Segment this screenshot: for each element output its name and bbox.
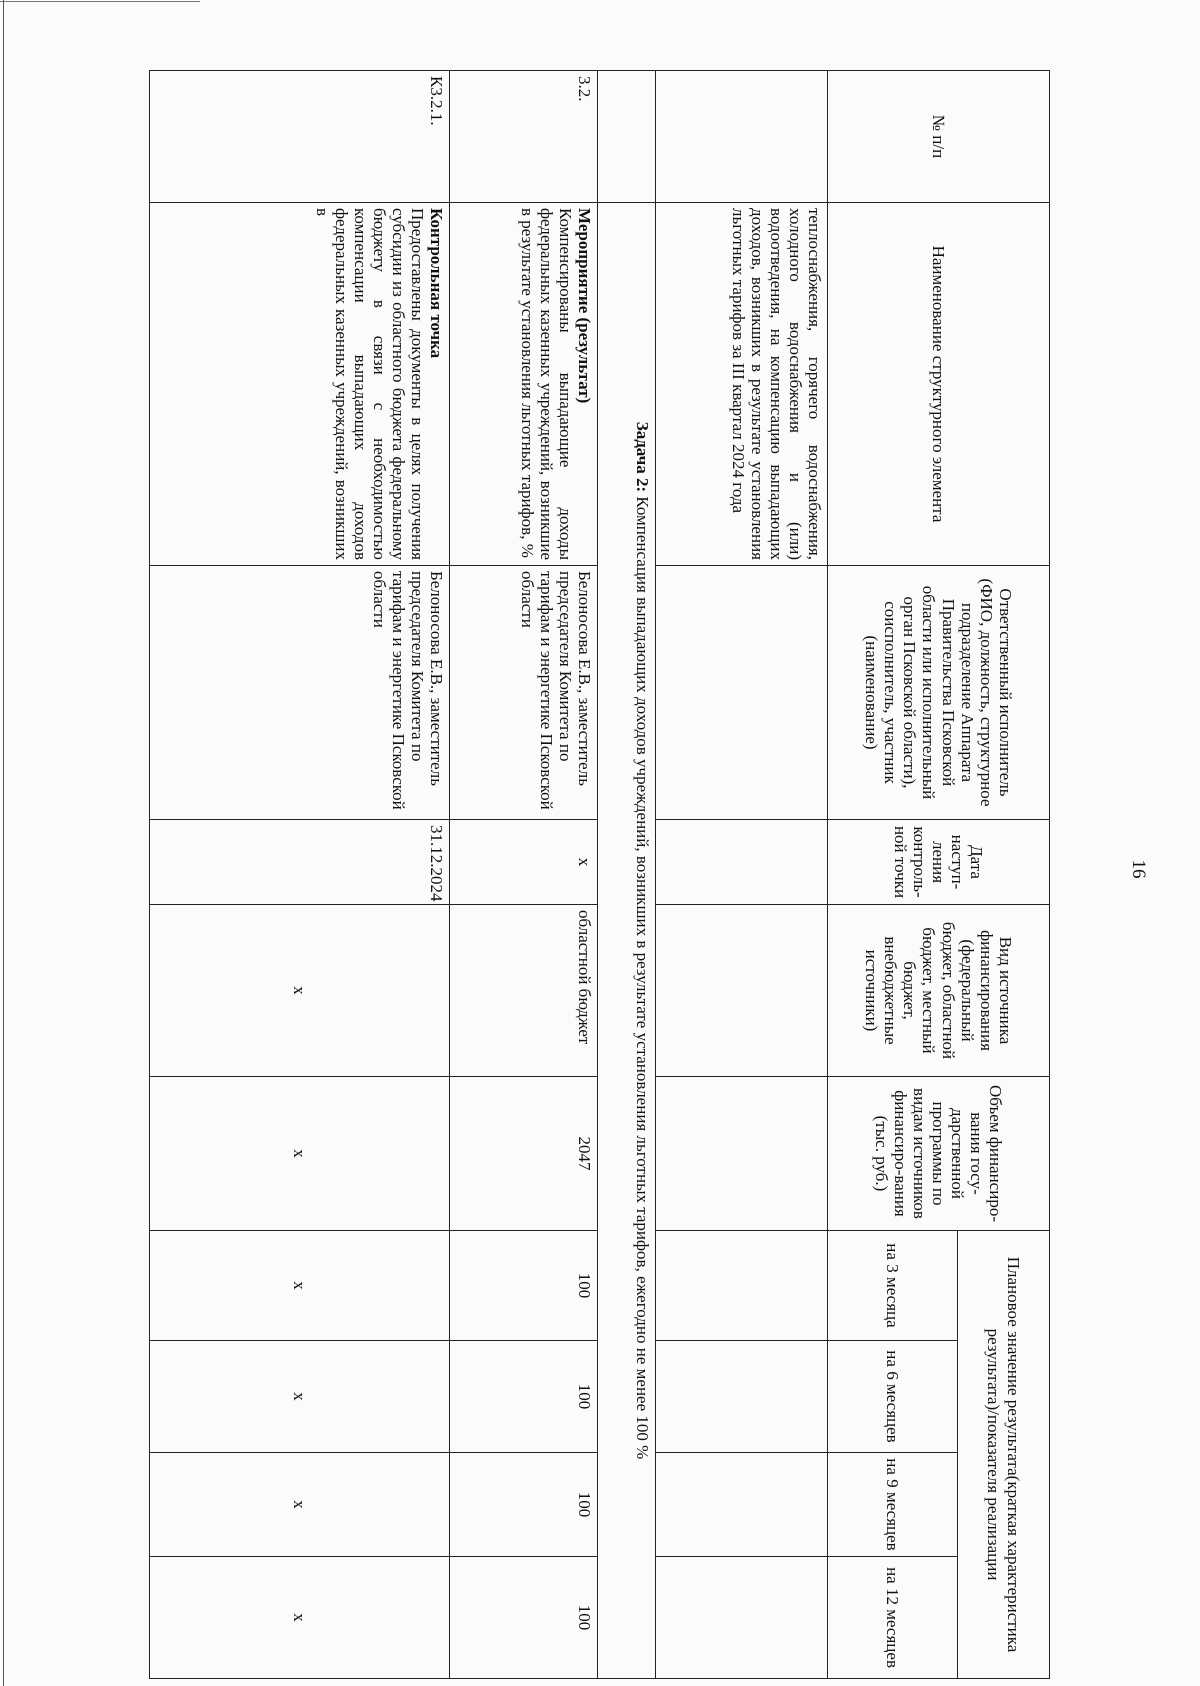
task-cell [598, 203, 656, 1679]
row-name: Компенсированы выпадающие доходы федеральных казенных учреждений, возникшие в результате установления льготных тарифов, % [517, 208, 575, 560]
page-top-line [0, 1, 200, 2]
cont-num [656, 71, 828, 203]
row-m9: 100 [450, 1453, 598, 1557]
row-date: х [450, 820, 598, 905]
row-num: 3.2. [450, 71, 598, 203]
header-m3: на 3 месяца [828, 1231, 958, 1341]
row-m6: 100 [450, 1341, 598, 1453]
table-row [450, 71, 598, 1679]
cont-name: теплоснабжения, горячего водоснабжения, холодного водоснабжения и (или) водоотведения, на компенсацию выпадающих доходов, возникших в результате установления льготных тарифов за III квартал 2024 года [656, 203, 828, 566]
row-num: К3.2.1. [150, 71, 450, 203]
cont-responsible [656, 566, 828, 820]
header-m9: на 9 месяцев [828, 1453, 958, 1557]
row-m3: 100 [450, 1231, 598, 1341]
header-name: Наименование структурного элемента [828, 203, 1050, 566]
rotated-table-container [150, 70, 1050, 1678]
row-m12: 100 [450, 1557, 598, 1679]
row-title: Мероприятие (результат) [575, 208, 594, 404]
table-row [150, 71, 450, 1679]
row-date: 31.12.2024 [150, 820, 450, 905]
header-date: Дата наступ-ления контроль-ной точки [828, 820, 1050, 905]
cont-m3 [656, 1231, 828, 1341]
header-m12: на 12 месяцев [828, 1557, 958, 1679]
row-volume: 2047 [450, 1077, 598, 1231]
task-label: Задача 2: [633, 421, 652, 493]
cont-source [656, 905, 828, 1077]
page-left-edge [3, 0, 4, 1686]
row-volume: х [150, 1077, 450, 1231]
header-m6: на 6 месяцев [828, 1341, 958, 1453]
row-m3: х [150, 1231, 450, 1341]
row-m9: х [150, 1453, 450, 1557]
header-volume: Объем финансиро-вания госу-дарственной программы по видам источников финансиро-вания (тыс. руб.) [828, 1077, 1050, 1231]
table-row-continuation [656, 71, 828, 1679]
row-responsible: Белоносова Е.В., заместитель председателя Комитета по тарифам и энергетике Псковской области [150, 566, 450, 820]
table-row-task [598, 71, 656, 1679]
cont-m9 [656, 1453, 828, 1557]
row-name-cell [450, 203, 598, 566]
page-number: 16 [1128, 859, 1149, 879]
row-source: областной бюджет [450, 905, 598, 1077]
task-text: Компенсация выпадающих доходов учреждений, возникших в результате установления льготных тарифов, ежегодно не менее 100 % [633, 492, 652, 1460]
cont-m12 [656, 1557, 828, 1679]
row-source: х [150, 905, 450, 1077]
row-name-cell [150, 203, 450, 566]
cont-volume [656, 1077, 828, 1231]
cont-m6 [656, 1341, 828, 1453]
task-num [598, 71, 656, 203]
cont-date [656, 820, 828, 905]
row-m6: х [150, 1341, 450, 1453]
header-responsible: Ответственный исполнитель (ФИО, должность, структурное подразделение Аппарата Правительства Псковской области или исполнительный орган Псковской области), соисполнитель, участник (наименование) [828, 566, 1050, 820]
header-source: Вид источника финансирования (федеральный бюджет, областной бюджет, местный бюджет, внебюджетные источники) [828, 905, 1050, 1077]
row-responsible: Белоносова Е.В., заместитель председателя Комитета по тарифам и энергетике Псковской области [450, 566, 598, 820]
row-m12: х [150, 1557, 450, 1679]
header-num: № п/п [828, 71, 1050, 203]
header-plan-group: Плановое значение результата(краткая характеристика результата)/показателя реализации [958, 1231, 1050, 1679]
row-title: Контрольная точка [427, 208, 446, 359]
plan-table [149, 70, 1050, 1679]
row-name: Предоставлены документы в целях получения субсидии из областного бюджета федеральному бюджету в связи с необходимостью компенсации выпадающих доходов федеральных казенных учреждений, возникших в [312, 208, 427, 560]
header-row-1 [958, 71, 1050, 1679]
